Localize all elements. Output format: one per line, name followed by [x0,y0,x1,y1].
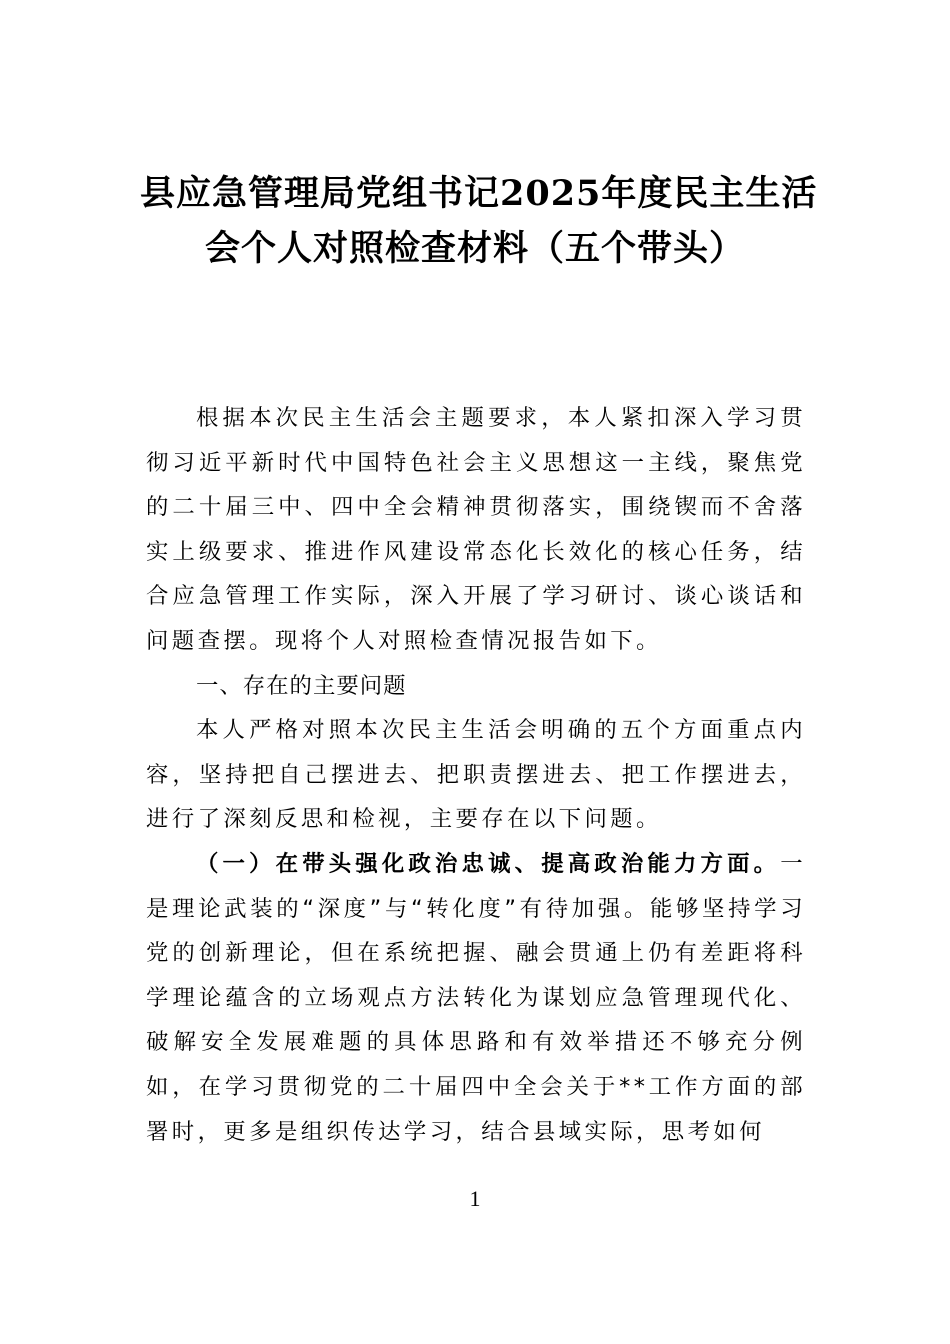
subsection-heading: （一）在带头强化政治忠诚、提高政治能力方面。 [196,850,781,877]
title-line-2: 会个人对照检查材料（五个带头） [204,228,745,269]
subsection-text: 一是理论武装的“深度”与“转化度”有待加强。能够坚持学习党的创新理论，但在系统把握、融会贯通上仍有差距将科学理论蕴含的立场观点方法转化为谋划应急管理现代化、破解安全发展难题的具体思路和有效举措还不够充分例如，在学习贯彻党的二十届四中全会关于**工作方面的部署时，更多是组织传达学习，结合县域实际，思考如何 [146,850,806,1145]
page-number: 1 [469,1186,481,1211]
subsection-paragraph [146,842,806,1154]
document-title [140,166,818,276]
title-line-1: 县应急管理局党组书记2025年度民主生活 [140,173,818,214]
intro-paragraph: 根据本次民主生活会主题要求，本人紧扣深入学习贯彻习近平新时代中国特色社会主义思想这一主线，聚焦党的二十届三中、四中全会精神贯彻落实，围绕锲而不舍落实上级要求、推进作风建设常态化长效化的核心任务，结合应急管理工作实际，深入开展了学习研讨、谈心谈话和问题查摆。现将个人对照检查情况报告如下。 [146,405,806,654]
section-heading-problems: 一、存在的主要问题 [196,672,407,699]
section-intro-paragraph: 本人严格对照本次民主生活会明确的五个方面重点内容，坚持把自己摆进去、把职责摆进去、把工作摆进去，进行了深刻反思和检视，主要存在以下问题。 [146,717,806,833]
document-body [146,396,806,1154]
